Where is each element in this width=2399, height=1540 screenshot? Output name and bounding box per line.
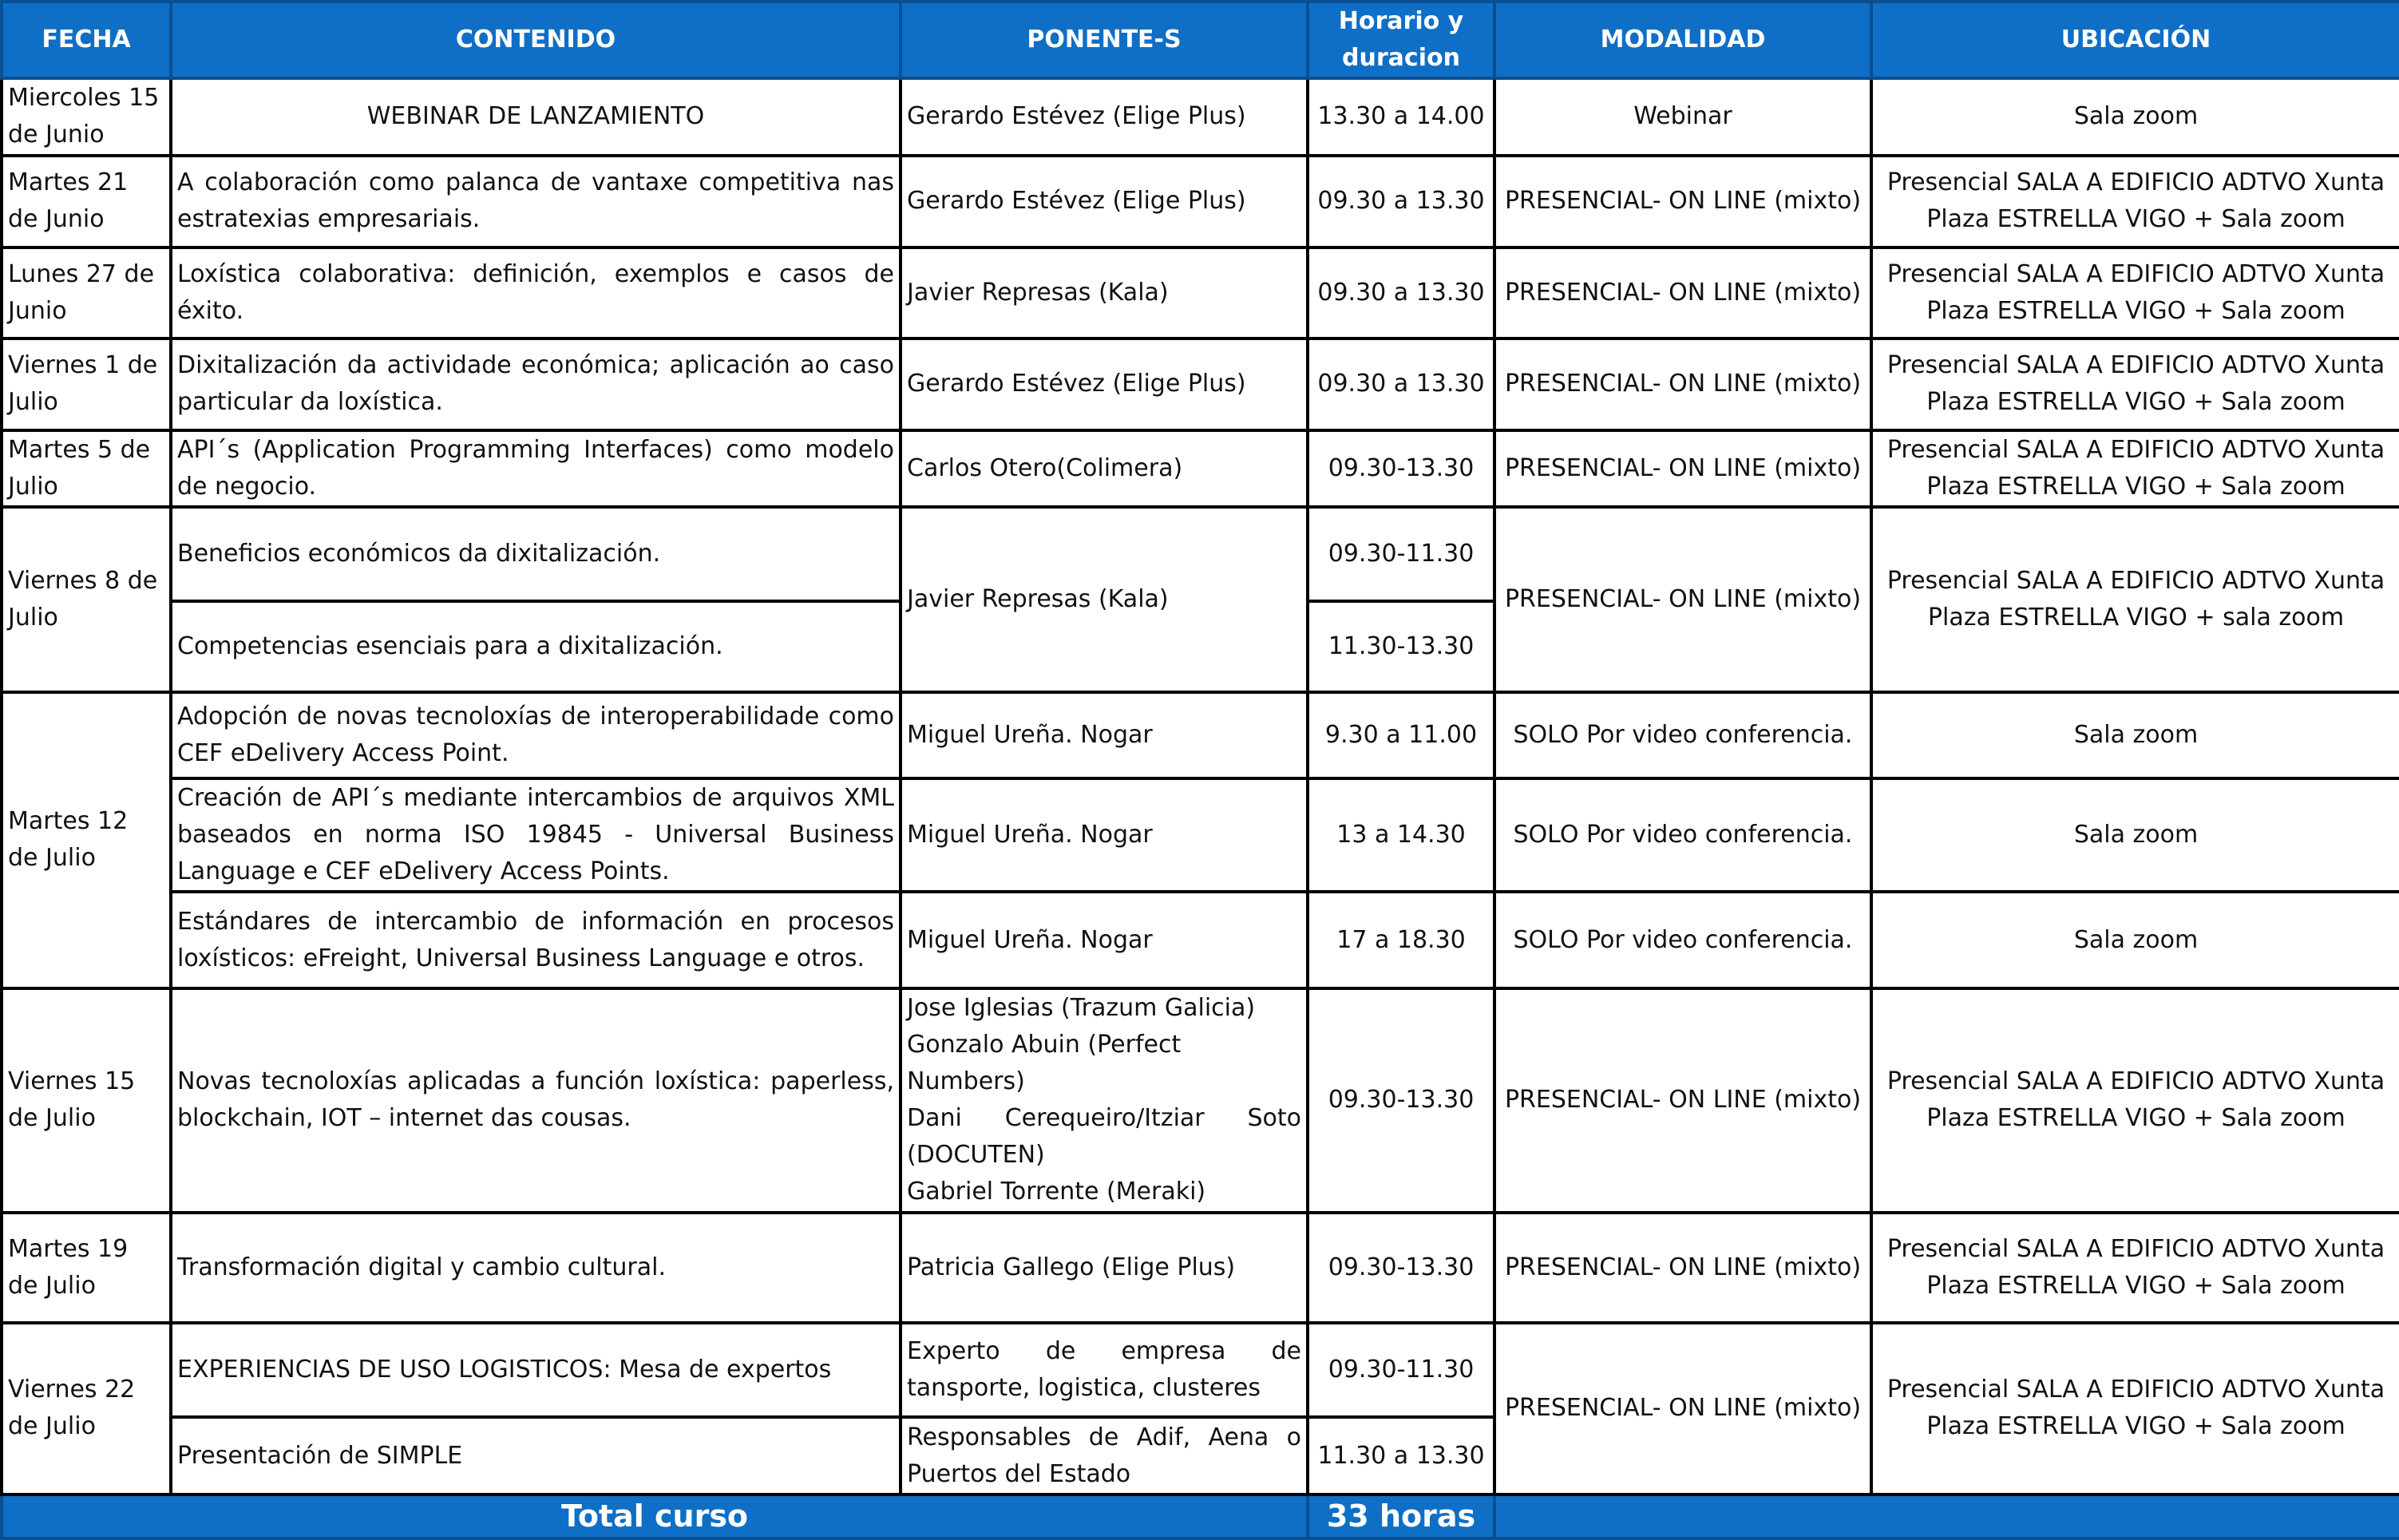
modalidad-cell: PRESENCIAL- ON LINE (mixto) — [1494, 156, 1871, 247]
contenido-cell: Loxística colaborativa: definición, exemplos e casos de éxito. — [171, 247, 901, 338]
ubicacion-cell: Sala zoom — [1871, 78, 2399, 155]
contenido-cell: Novas tecnoloxías aplicadas a función loxística: paperless, blockchain, IOT – internet das cousas. — [171, 988, 901, 1213]
ponente-cell: Experto de empresa de tansporte, logistica, clusteres — [901, 1323, 1308, 1417]
header-fecha: FECHA — [2, 2, 171, 78]
ponente-line: Jose Iglesias (Trazum Galicia) — [907, 994, 1256, 1023]
modalidad-cell: PRESENCIAL- ON LINE (mixto) — [1494, 1213, 1871, 1323]
header-row — [2, 2, 2399, 78]
table-row — [2, 1213, 2399, 1323]
ubicacion-line2: Plaza ESTRELLA VIGO + Sala zoom — [1926, 1271, 2346, 1300]
table-row — [2, 692, 2399, 778]
ubicacion-cell — [1871, 247, 2399, 338]
ubicacion-line1: Presencial SALA A EDIFICIO ADTVO Xunta — [1886, 260, 2385, 289]
horario-cell: 09.30 a 13.30 — [1308, 338, 1494, 430]
horario-cell: 9.30 a 11.00 — [1308, 692, 1494, 778]
contenido-cell: API´s (Application Programming Interfaces) como modelo de negocio. — [171, 430, 901, 507]
header-ponentes: PONENTE-S — [901, 2, 1308, 78]
ubicacion-line2: Plaza ESTRELLA VIGO + Sala zoom — [1926, 472, 2346, 501]
modalidad-cell: PRESENCIAL- ON LINE (mixto) — [1494, 430, 1871, 507]
modalidad-cell: PRESENCIAL- ON LINE (mixto) — [1494, 988, 1871, 1213]
modalidad-cell: SOLO Por video conferencia. — [1494, 892, 1871, 988]
ponente-cell: Gerardo Estévez (Elige Plus) — [901, 78, 1308, 155]
contenido-cell: Dixitalización da actividade económica; aplicación ao caso particular da loxística. — [171, 338, 901, 430]
fecha-cell: Martes 19 de Julio — [2, 1213, 171, 1323]
ubicacion-line1: Presencial SALA A EDIFICIO ADTVO Xunta — [1886, 1067, 2385, 1096]
table-row — [2, 156, 2399, 247]
table-row — [2, 988, 2399, 1213]
contenido-cell: Estándares de intercambio de información en procesos loxísticos: eFreight, Universal Business Language e otros. — [171, 892, 901, 988]
ponente-cell — [901, 988, 1308, 1213]
ubicacion-cell — [1871, 988, 2399, 1213]
horario-cell: 09.30-13.30 — [1308, 1213, 1494, 1323]
table-row — [2, 247, 2399, 338]
contenido-cell: WEBINAR DE LANZAMIENTO — [171, 78, 901, 155]
horario-cell: 11.30 a 13.30 — [1308, 1417, 1494, 1494]
modalidad-cell: PRESENCIAL- ON LINE (mixto) — [1494, 247, 1871, 338]
header-horario — [1308, 2, 1494, 78]
header-horario-line2: duracion — [1342, 44, 1460, 73]
table-row — [2, 78, 2399, 155]
ubicacion-cell: Sala zoom — [1871, 892, 2399, 988]
ubicacion-cell — [1871, 156, 2399, 247]
ubicacion-cell — [1871, 430, 2399, 507]
modalidad-cell: PRESENCIAL- ON LINE (mixto) — [1494, 1323, 1871, 1494]
ubicacion-line2: Plaza ESTRELLA VIGO + Sala zoom — [1926, 205, 2346, 234]
modalidad-cell: PRESENCIAL- ON LINE (mixto) — [1494, 507, 1871, 692]
horario-cell: 17 a 18.30 — [1308, 892, 1494, 988]
ponente-cell: Gerardo Estévez (Elige Plus) — [901, 156, 1308, 247]
fecha-cell: Viernes 1 de Julio — [2, 338, 171, 430]
horario-cell: 09.30-11.30 — [1308, 1323, 1494, 1417]
ubicacion-line2: Plaza ESTRELLA VIGO + Sala zoom — [1926, 1104, 2346, 1133]
horario-cell: 09.30-11.30 — [1308, 507, 1494, 601]
horario-cell: 09.30-13.30 — [1308, 430, 1494, 507]
ubicacion-line1: Presencial SALA A EDIFICIO ADTVO Xunta — [1886, 168, 2385, 197]
ponente-cell: Miguel Ureña. Nogar — [901, 692, 1308, 778]
header-ubicacion: UBICACIÓN — [1871, 2, 2399, 78]
ubicacion-cell — [1871, 507, 2399, 692]
header-horario-line1: Horario y — [1338, 7, 1464, 36]
ubicacion-line1: Presencial SALA A EDIFICIO ADTVO Xunta — [1886, 1234, 2385, 1263]
total-row — [2, 1494, 2399, 1538]
ubicacion-cell: Sala zoom — [1871, 692, 2399, 778]
ponente-cell: Gerardo Estévez (Elige Plus) — [901, 338, 1308, 430]
ponente-cell: Miguel Ureña. Nogar — [901, 778, 1308, 892]
contenido-cell: Adopción de novas tecnoloxías de interoperabilidade como CEF eDelivery Access Point. — [171, 692, 901, 778]
table-row — [2, 892, 2399, 988]
total-empty — [1494, 1494, 2399, 1538]
modalidad-cell: PRESENCIAL- ON LINE (mixto) — [1494, 338, 1871, 430]
contenido-cell: Beneficios económicos da dixitalización. — [171, 507, 901, 601]
contenido-cell: A colaboración como palanca de vantaxe competitiva nas estratexias empresariais. — [171, 156, 901, 247]
fecha-cell: Viernes 22 de Julio — [2, 1323, 171, 1494]
ubicacion-line2: Plaza ESTRELLA VIGO + Sala zoom — [1926, 1412, 2346, 1441]
ponente-cell: Carlos Otero(Colimera) — [901, 430, 1308, 507]
fecha-cell: Martes 21 de Junio — [2, 156, 171, 247]
header-modalidad: MODALIDAD — [1494, 2, 1871, 78]
modalidad-cell: SOLO Por video conferencia. — [1494, 778, 1871, 892]
horario-cell: 13.30 a 14.00 — [1308, 78, 1494, 155]
ubicacion-cell — [1871, 1323, 2399, 1494]
contenido-cell: Competencias esenciais para a dixitalización. — [171, 601, 901, 691]
table-row — [2, 778, 2399, 892]
contenido-cell: EXPERIENCIAS DE USO LOGISTICOS: Mesa de expertos — [171, 1323, 901, 1417]
contenido-cell: Creación de API´s mediante intercambios de arquivos XML baseados en norma ISO 19845 - Universal Business Language e CEF eDelivery Access Points. — [171, 778, 901, 892]
ponente-line: Gonzalo Abuin (Perfect Numbers) — [907, 1031, 1182, 1096]
ubicacion-line1: Presencial SALA A EDIFICIO ADTVO Xunta — [1886, 1376, 2385, 1404]
ubicacion-line1: Presencial SALA A EDIFICIO ADTVO Xunta — [1886, 566, 2385, 595]
ponente-cell: Miguel Ureña. Nogar — [901, 892, 1308, 988]
fecha-cell: Martes 5 de Julio — [2, 430, 171, 507]
header-contenido: CONTENIDO — [171, 2, 901, 78]
modalidad-cell: Webinar — [1494, 78, 1871, 155]
ponente-cell: Patricia Gallego (Elige Plus) — [901, 1213, 1308, 1323]
ubicacion-line2: Plaza ESTRELLA VIGO + sala zoom — [1927, 603, 2345, 631]
total-label: Total curso — [2, 1494, 1308, 1538]
contenido-cell: Presentación de SIMPLE — [171, 1417, 901, 1494]
ponente-cell: Javier Represas (Kala) — [901, 247, 1308, 338]
ubicacion-line2: Plaza ESTRELLA VIGO + Sala zoom — [1926, 388, 2346, 417]
table-row — [2, 1323, 2399, 1417]
ubicacion-line1: Presencial SALA A EDIFICIO ADTVO Xunta — [1886, 351, 2385, 380]
horario-cell: 09.30 a 13.30 — [1308, 156, 1494, 247]
horario-cell: 11.30-13.30 — [1308, 601, 1494, 691]
ubicacion-cell: Sala zoom — [1871, 778, 2399, 892]
table-row — [2, 430, 2399, 507]
horario-cell: 09.30 a 13.30 — [1308, 247, 1494, 338]
ubicacion-cell — [1871, 1213, 2399, 1323]
ubicacion-line1: Presencial SALA A EDIFICIO ADTVO Xunta — [1886, 435, 2385, 464]
fecha-cell: Miercoles 15 de Junio — [2, 78, 171, 155]
modalidad-cell: SOLO Por video conferencia. — [1494, 692, 1871, 778]
fecha-cell: Viernes 8 de Julio — [2, 507, 171, 692]
contenido-cell: Transformación digital y cambio cultural. — [171, 1213, 901, 1323]
ponente-line: Dani Cerequeiro/Itziar Soto (DOCUTEN) — [907, 1104, 1301, 1170]
fecha-cell: Lunes 27 de Junio — [2, 247, 171, 338]
ubicacion-line2: Plaza ESTRELLA VIGO + Sala zoom — [1926, 297, 2346, 326]
ubicacion-cell — [1871, 338, 2399, 430]
total-value: 33 horas — [1308, 1494, 1494, 1538]
fecha-cell: Viernes 15 de Julio — [2, 988, 171, 1213]
ponente-cell: Responsables de Adif, Aena o Puertos del Estado — [901, 1417, 1308, 1494]
table-row — [2, 507, 2399, 601]
ponente-cell: Javier Represas (Kala) — [901, 507, 1308, 692]
fecha-cell: Martes 12 de Julio — [2, 692, 171, 988]
horario-cell: 13 a 14.30 — [1308, 778, 1494, 892]
ponente-line: Gabriel Torrente (Meraki) — [907, 1178, 1206, 1206]
horario-cell: 09.30-13.30 — [1308, 988, 1494, 1213]
table-row — [2, 338, 2399, 430]
